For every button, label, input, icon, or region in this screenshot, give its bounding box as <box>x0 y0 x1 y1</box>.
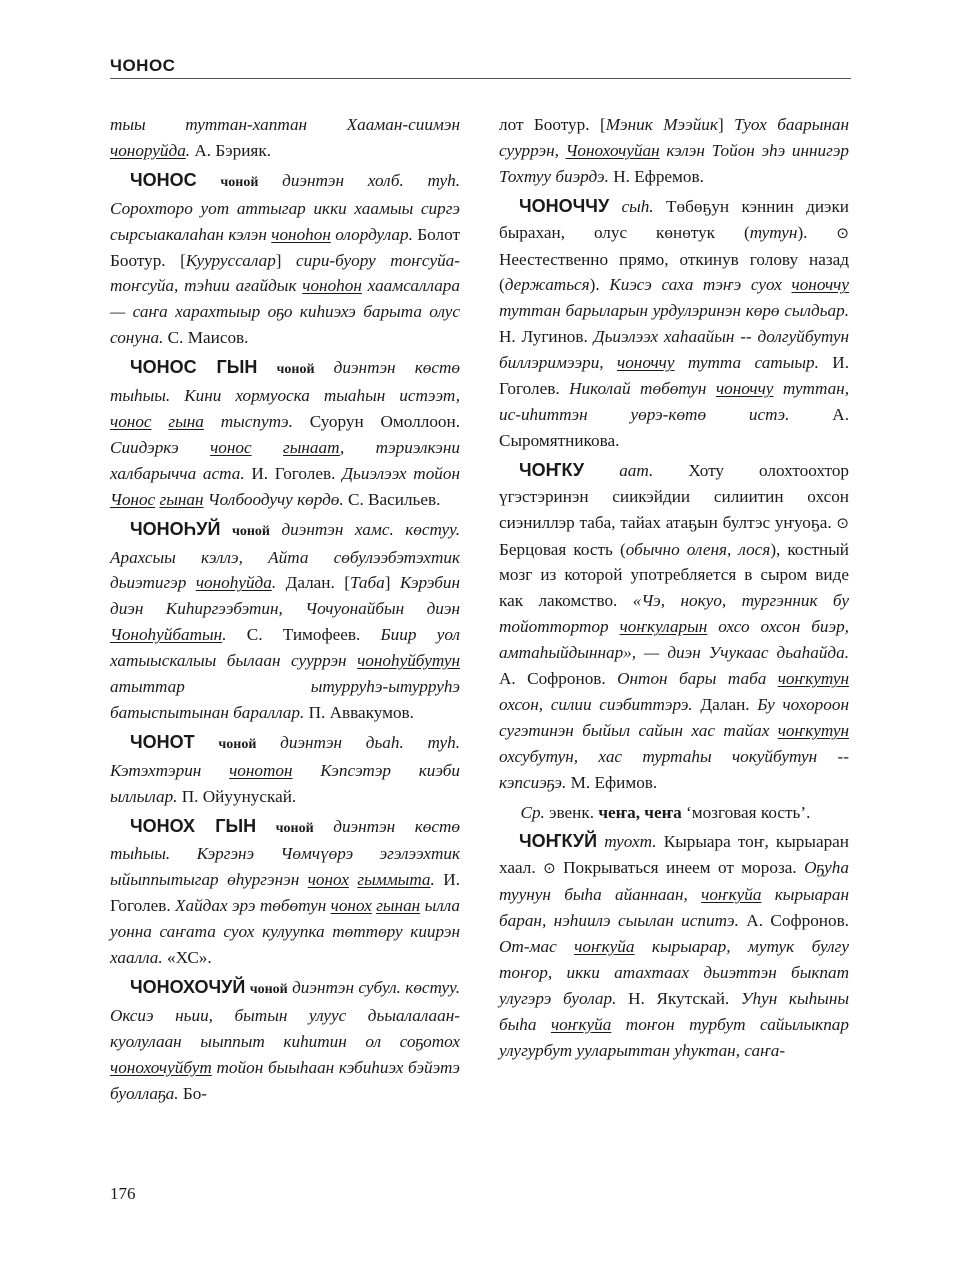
headword: ЧОНОЧЧУ <box>519 195 610 216</box>
left_column-paragraph: ЧОНОХ ГЫН чоной диэнтэн көстө тыһыы. Кэргэнэ Чөмчүөрэ эгэлээхтик ыйыппытыгар өһургэнэн чонох гыммыта. И. Гоголев. Хайдах эрэ төбөтун чонох гынан ылла уонна саҥата суох кулуупка төттөру киирэн хаалла. «ХС». <box>110 815 461 968</box>
running-head-title: ЧОНОС <box>110 56 176 75</box>
right_column-paragraph: лот Боотур. [Мэник Мээйик] Туох баарынан сууррэн, Чонохочуйан кэлэн Тойон эһэ иннигэр Тохтуу биэрдэ. Н. Ефремов. <box>499 115 850 186</box>
right_column-paragraph: Ср. эвенк. чеҥа, чеҥа ‘мозговая кость’. <box>520 802 811 822</box>
left_column-paragraph: ЧОНОТ чоной диэнтэн дьаһ. туһ. Кэтэхтэрин чонотон Кэпсэтэр киэби ыллылар. П. Ойуунускай. <box>110 731 461 806</box>
right-column <box>499 112 849 1068</box>
headword: ЧОНОТ <box>130 731 195 752</box>
headword: ЧОНОС ГЫН <box>130 357 258 378</box>
headword: ЧОНОХОЧУЙ <box>130 977 246 997</box>
left_column-paragraph: ЧОНОХОЧУЙ чоной диэнтэн субул. көстуу. Оксиэ ньии, бытын улуус дьыалалаан-куолулаан ыыппыт киһитин ол соҕотох чонохочуйбут тойон быыһаан кэбиһиэх бэйэтэ буоллаҕа. Бо- <box>110 977 461 1103</box>
right_column-paragraph: ЧОНОЧЧУ сыһ. Төбөҕун кэннин диэки бырахан, олус көнөтук (тутун). ⊙ Неестественно прямо, откинув голову назад (держаться). Киэсэ саха тэҥэ суох чоноччу туттан барыларын урдулэринэн көрө сылдьар. Н. Лугинов. Дьиэлээх хаһаайын -- долгуйбутун биллэримээри, чоноччу тутта сатыыр. И. Гоголев. Николай төбөтун чоноччу туттан, ис-иһиттэн уөрэ-көтө истэ. А. Сыромятникова. <box>499 195 850 450</box>
headword: ЧОНОҺУЙ <box>130 518 221 539</box>
left_column-paragraph: тыы туттан-хаптан Хааман-сиимэн чоноруйда. А. Бэрияк. <box>110 115 460 160</box>
page-number: 176 <box>110 1184 136 1203</box>
left_column-paragraph: ЧОНОС чоной диэнтэн холб. туһ. Сорохторо уот аттыгар икки хаамыы сиргэ сырсыакалаһан кэлэн чоноһон олордулар. Болот Боотур. [Кууруссалар] сири-буору тоҥсуйа-тоҥсуйа, тэһии ағайдык чоноһон хаамсаллара — саҥа харахтыыр оҕо киһиэхэ барыта олус сонуна. С. Маисов. <box>110 169 460 348</box>
headword: ЧОНОХ ГЫН <box>130 815 257 836</box>
left-column <box>110 112 460 1111</box>
right_column-paragraph: ЧОҤКУ аат. Хоту олохтоохтор үгэстэринэн сиикэйдии силиитин охсон сиэниллэр таба, тайах атаҕын бултэс уҥуоҕа. ⊙ Берцовая кость (обычно оленя, лося), костный мозг из которой употребляется в сыром виде как лакомство. «Чэ, нокуо, тургэнник бу тойоттортор чоҥкуларын охсо охсон биэр, амтаһыйдыннар», — диэн Учукаас дьаһайда. А. Софронов. Онтон бары таба чоҥкутун охсон, силии сиэбиттэрэ. Далан. Бу чохороон сугэтинэн быйыл сайын хас тайах чоҥкутун охсубутун, хас туртаһы чокуйбутун -- кэпсиэҕэ. М. Ефимов. <box>499 459 850 792</box>
right_column-paragraph: ЧОҤКУЙ туохт. Кырыара тоҥ, кырыаран хаал. ⊙ Покрываться инеем от мороза. Оҕуһа туунун быһа айаннаан, чоҥкуйа кырыаран баран, нэһиилэ сыылан испитэ. А. Софронов. От-мас чоҥкуйа кырыарар, мутук булгу тоҥор, икки атахтаах дьиэттэн быкпат улугэрэ буолар. Н. Якутскай. Уһун кыһыны быһа чоҥкуйа тоҥон турбут сайылыкпар улугурбут ууларыттан уһуктан, саҥа- <box>499 831 850 1060</box>
left_column-paragraph: ЧОНОС ГЫН чоной диэнтэн көстө тыһыы. Кини хормуоска тыаһын истээт, чонос гына тыспутэ. Суорун Омоллоон. Сиидэркэ чонос гынаат, тэриэлкэни халбарычча аста. И. Гоголев. Дьиэлээх тойон Чонос гынан Чолбоодучу көрдө. С. Васильев. <box>110 357 461 509</box>
left_column-paragraph: ЧОНОҺУЙ чоной диэнтэн хамс. көстуу. Арахсыы кэллэ, Айта сөбулээбэтэхтик дьиэтигэр чоноһуйда. Далан. [Таба] Кэрэбин диэн Киһиргээбэтин, Чочуонайбын диэн Чоноһуйбатын. С. Тимофеев. Биир уол хатыыскалыы былаан сууррэн чоноһуйбутун атыттар ытурруһэ-ытурруһэ батыспытынан бараллар. П. Аввакумов. <box>110 518 460 722</box>
running-header <box>110 56 851 79</box>
headword: ЧОҤКУЙ <box>519 831 598 852</box>
headword: ЧОНОС <box>130 169 197 190</box>
headword: ЧОҤКУ <box>519 459 585 480</box>
